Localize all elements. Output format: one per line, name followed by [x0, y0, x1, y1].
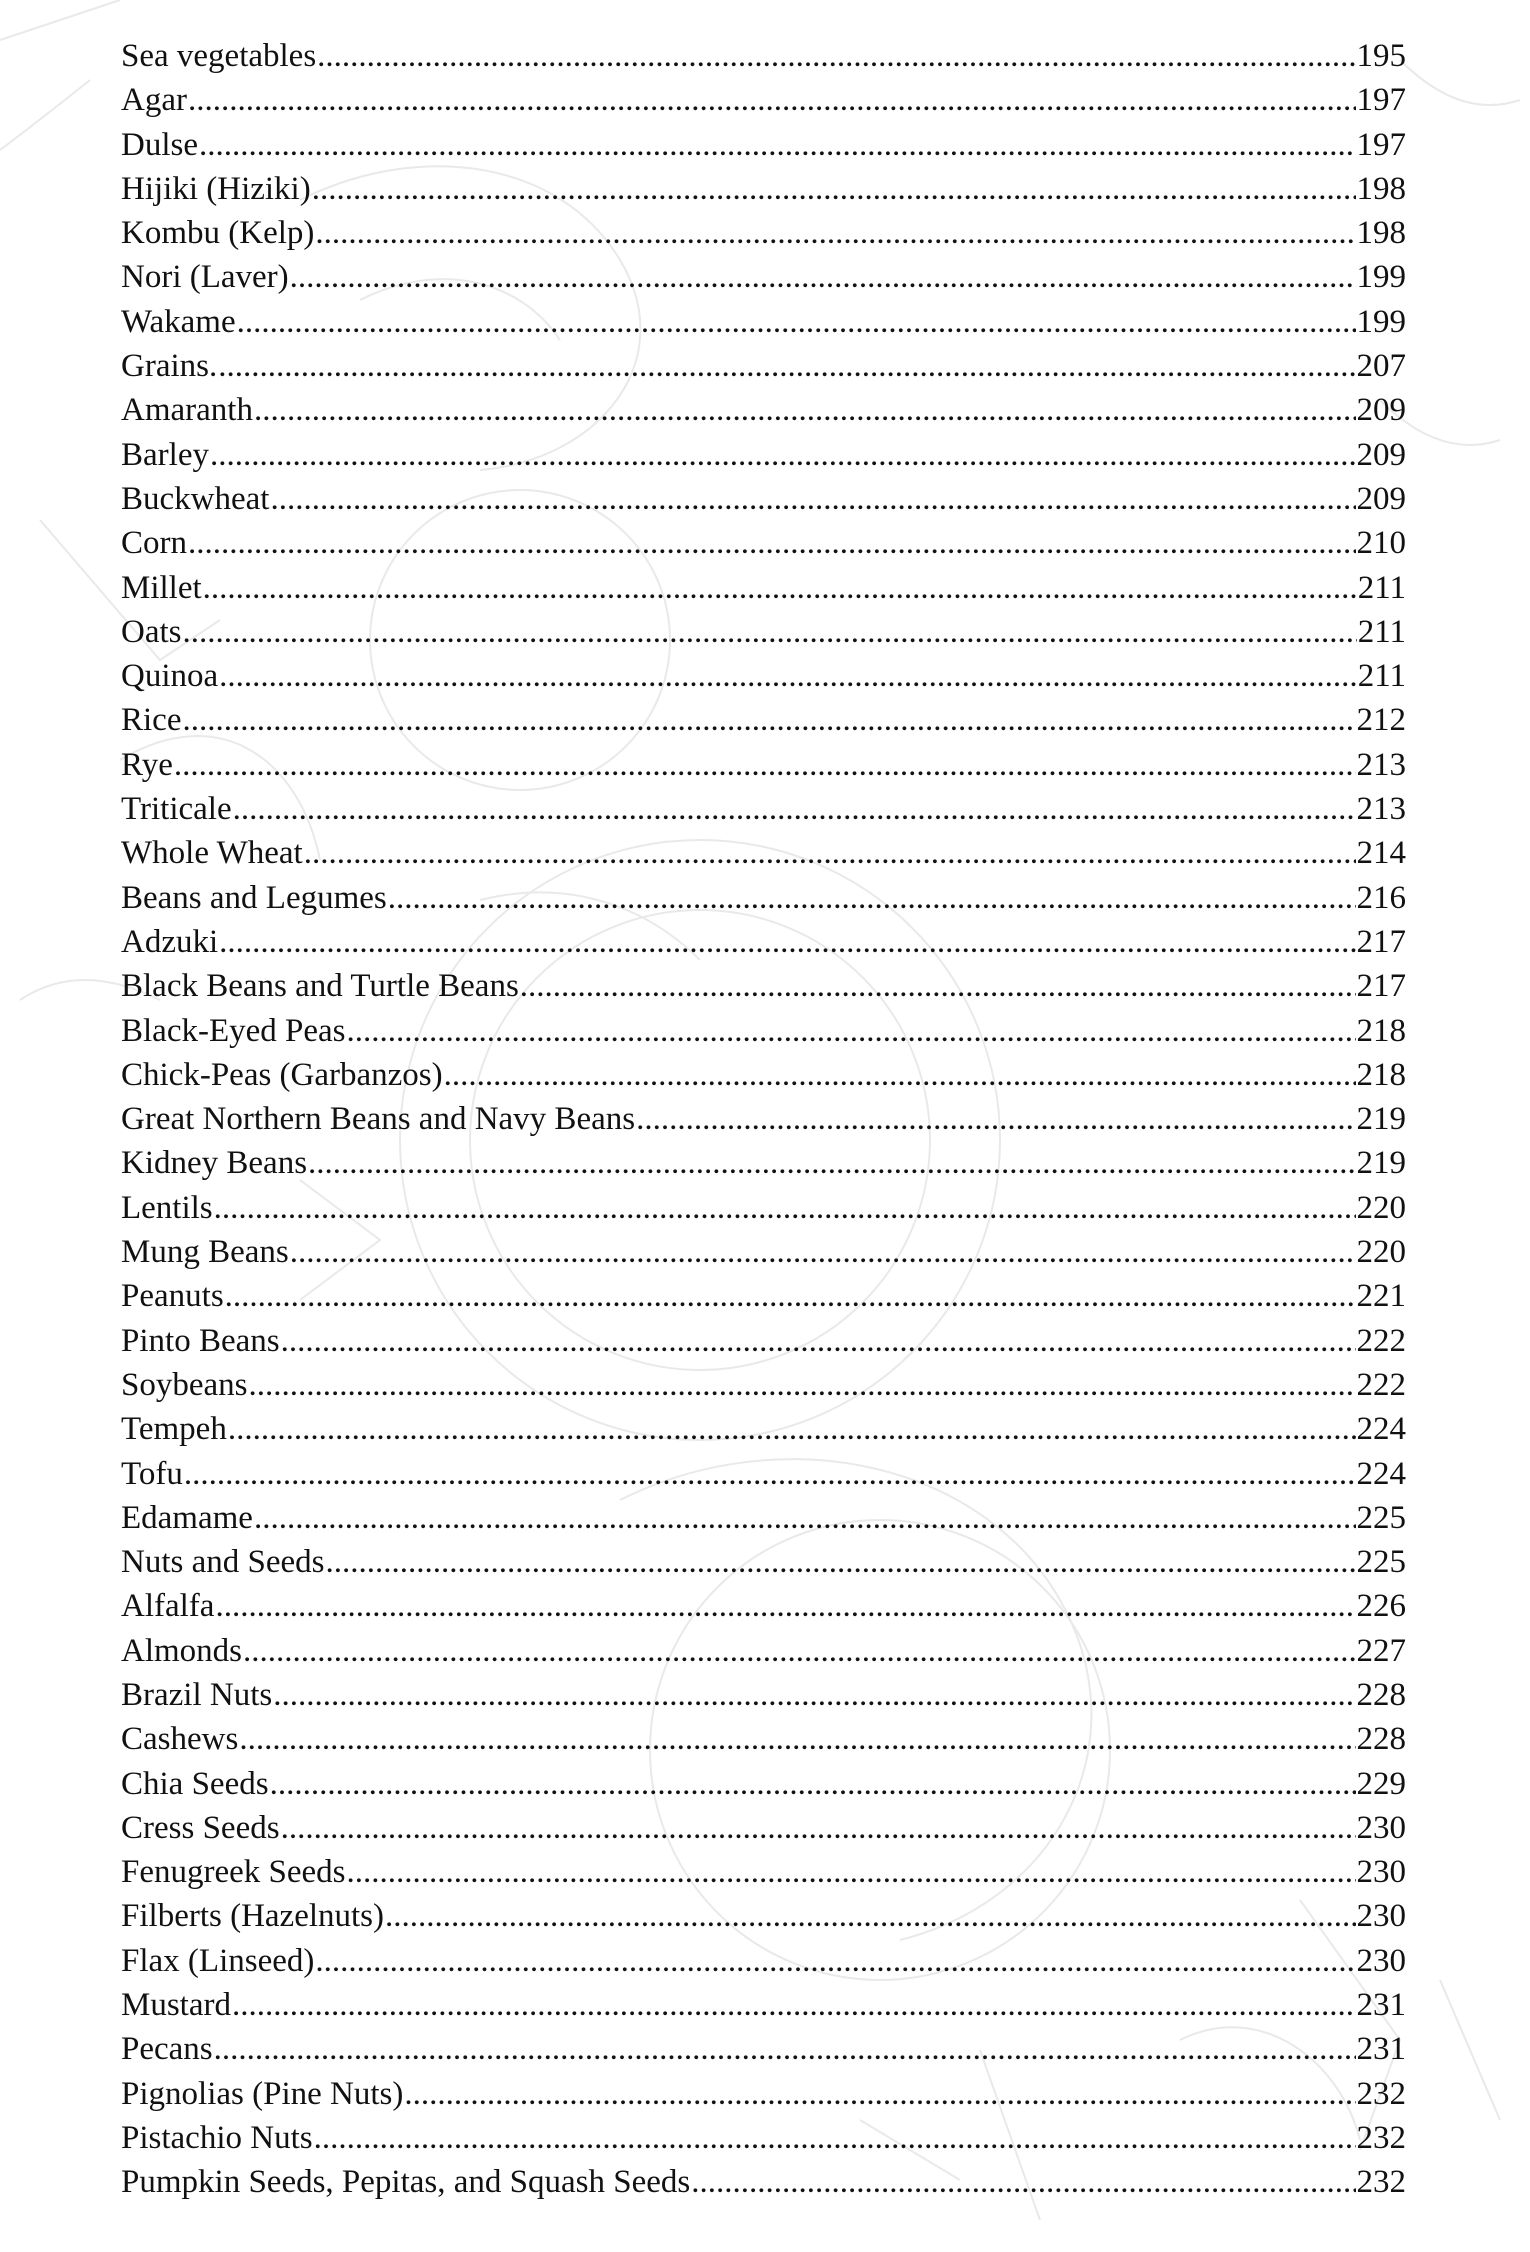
toc-entry-page: 220 [1356, 1189, 1406, 1226]
toc-entry-pistachio-nuts[interactable] [121, 2116, 1406, 2160]
toc-entry-cress-seeds[interactable] [121, 1806, 1406, 1850]
toc-entry-page: 209 [1356, 436, 1406, 473]
toc-entry-page: 229 [1356, 1765, 1406, 1802]
dot-leader [249, 1363, 1356, 1407]
toc-entry-rye[interactable] [121, 743, 1406, 787]
dot-leader [273, 1673, 1355, 1717]
toc-entry-title: Oats [121, 613, 182, 650]
toc-entry-title: Alfalfa [121, 1588, 215, 1625]
dot-leader [304, 831, 1356, 875]
toc-entry-page: 230 [1356, 1898, 1406, 1935]
toc-entry-page: 216 [1356, 879, 1406, 916]
dot-leader [347, 1850, 1356, 1894]
toc-entry-title: Millet [121, 569, 202, 606]
dot-leader [281, 1319, 1356, 1363]
dot-leader [237, 300, 1356, 344]
dot-leader [270, 477, 1355, 521]
toc-entry-page: 227 [1356, 1632, 1406, 1669]
toc-entry-amaranth[interactable] [121, 388, 1406, 432]
toc-entry-title: Hijiki (Hiziki) [121, 170, 311, 207]
dot-leader [188, 521, 1356, 565]
toc-entry-page: 214 [1356, 835, 1406, 872]
dot-leader [317, 34, 1355, 78]
dot-leader [174, 743, 1356, 787]
dot-leader [184, 1452, 1356, 1496]
toc-entry-filberts[interactable] [121, 1894, 1406, 1938]
toc-entry-page: 195 [1356, 38, 1406, 74]
toc-entry-page: 230 [1356, 1809, 1406, 1846]
toc-entry-almonds[interactable] [121, 1629, 1406, 1673]
toc-entry-page: 224 [1356, 1411, 1406, 1448]
toc-entry-page: 220 [1356, 1234, 1406, 1271]
dot-leader [691, 2160, 1355, 2204]
toc-entry-title: Grains. [121, 348, 218, 385]
toc-entry-page: 199 [1356, 303, 1406, 340]
dot-leader [254, 1496, 1356, 1540]
toc-entry-title: Pinto Beans [121, 1322, 280, 1359]
toc-entry-title: Great Northern Beans and Navy Beans [121, 1101, 636, 1138]
toc-entry-title: Almonds [121, 1632, 243, 1669]
toc-entry-hijiki[interactable] [121, 167, 1406, 211]
toc-entry-page: 211 [1357, 658, 1406, 695]
toc-entry-soybeans[interactable] [121, 1363, 1406, 1407]
toc-entry-title: Tofu [121, 1455, 183, 1492]
dot-leader [219, 920, 1355, 964]
toc-entry-millet[interactable] [121, 566, 1406, 610]
dot-leader [290, 1230, 1356, 1274]
toc-entry-page: 211 [1357, 613, 1406, 650]
toc-entry-title: Triticale [121, 791, 232, 828]
toc-entry-title: Black Beans and Turtle Beans [121, 968, 519, 1005]
toc-entry-page: 217 [1356, 923, 1406, 960]
toc-entry-title: Soybeans [121, 1366, 248, 1403]
toc-entry-corn[interactable] [121, 521, 1406, 565]
toc-entry-rice[interactable] [121, 698, 1406, 742]
toc-entry-title: Lentils [121, 1189, 213, 1226]
toc-entry-title: Edamame [121, 1499, 253, 1536]
toc-entry-page: 198 [1356, 215, 1406, 252]
dot-leader [636, 1097, 1355, 1141]
toc-entry-page: 197 [1356, 82, 1406, 119]
dot-leader [347, 1009, 1356, 1053]
dot-leader [225, 1274, 1356, 1318]
toc-entry-kidney-beans[interactable] [121, 1141, 1406, 1185]
toc-entry-title: Pumpkin Seeds, Pepitas, and Squash Seeds [121, 2164, 691, 2201]
toc-entry-pumpkin-seeds[interactable] [121, 2160, 1406, 2204]
dot-leader [270, 1762, 1356, 1806]
toc-entry-title: Dulse [121, 126, 198, 163]
toc-entry-lentils[interactable] [121, 1186, 1406, 1230]
toc-entry-page: 224 [1356, 1455, 1406, 1492]
dot-leader [210, 433, 1356, 477]
toc-entry-adzuki[interactable] [121, 920, 1406, 964]
toc-entry-page: 232 [1356, 2164, 1406, 2201]
dot-leader [308, 1141, 1355, 1185]
dot-leader [239, 1717, 1355, 1761]
toc-entry-page: 228 [1356, 1721, 1406, 1758]
toc-entry-title: Flax (Linseed) [121, 1942, 315, 1979]
toc-entry-page: 228 [1356, 1676, 1406, 1713]
toc-entry-title: Kidney Beans [121, 1145, 308, 1182]
toc-entry-page: 232 [1356, 2119, 1406, 2156]
toc-entry-title: Filberts (Hazelnuts) [121, 1898, 385, 1935]
dot-leader [182, 698, 1355, 742]
toc-entry-mung-beans[interactable] [121, 1230, 1406, 1274]
toc-entry-title: Beans and Legumes [121, 879, 387, 916]
toc-entry-title: Pignolias (Pine Nuts) [121, 2075, 404, 2112]
toc-entry-chia-seeds[interactable] [121, 1762, 1406, 1806]
dot-leader [218, 344, 1355, 388]
toc-entry-black-eyed-peas[interactable] [121, 1009, 1406, 1053]
toc-entry-title: Amaranth [121, 392, 253, 429]
dot-leader [214, 2027, 1356, 2071]
toc-entry-title: Pecans [121, 2031, 213, 2068]
toc-entry-title: Black-Eyed Peas [121, 1012, 346, 1049]
toc-entry-beans-and-legumes[interactable] [121, 876, 1406, 920]
toc-entry-page: 225 [1356, 1499, 1406, 1536]
dot-leader [203, 566, 1357, 610]
toc-entry-page: 225 [1356, 1544, 1406, 1581]
toc-entry-page: 198 [1356, 170, 1406, 207]
toc-entry-wakame[interactable] [121, 300, 1406, 344]
toc-entry-grains[interactable] [121, 344, 1406, 388]
toc-entry-nori[interactable] [121, 255, 1406, 299]
dot-leader [315, 211, 1355, 255]
toc-entry-tempeh[interactable] [121, 1407, 1406, 1451]
toc-entry-fenugreek-seeds[interactable] [121, 1850, 1406, 1894]
dot-leader [281, 1806, 1356, 1850]
dot-leader [228, 1407, 1356, 1451]
dot-leader [325, 1540, 1355, 1584]
dot-leader [315, 1939, 1355, 1983]
toc-entry-page: 213 [1356, 746, 1406, 783]
dot-leader [243, 1629, 1355, 1673]
toc-entry-page: 221 [1356, 1278, 1406, 1315]
toc-entry-page: 230 [1356, 1854, 1406, 1891]
toc-entry-edamame[interactable] [121, 1496, 1406, 1540]
toc-entry-page: 218 [1356, 1056, 1406, 1093]
toc-entry-title: Buckwheat [121, 480, 270, 517]
toc-entry-pinto-beans[interactable] [121, 1319, 1406, 1363]
toc-entry-title: Rice [121, 702, 182, 739]
toc-entry-page: 209 [1356, 480, 1406, 517]
toc-entry-title: Cress Seeds [121, 1809, 280, 1846]
toc-entry-title: Chia Seeds [121, 1765, 269, 1802]
toc-entry-pignolias[interactable] [121, 2072, 1406, 2116]
toc-entry-page: 219 [1356, 1145, 1406, 1182]
toc-entry-title: Fenugreek Seeds [121, 1854, 346, 1891]
toc-entry-title: Whole Wheat [121, 835, 303, 872]
toc-entry-title: Nori (Laver) [121, 259, 289, 296]
dot-leader [233, 787, 1356, 831]
toc-entry-title: Cashews [121, 1721, 239, 1758]
toc-entry-title: Adzuki [121, 923, 219, 960]
dot-leader [219, 654, 1357, 698]
toc-entry-page: 230 [1356, 1942, 1406, 1979]
dot-leader [520, 964, 1356, 1008]
toc-entry-page: 213 [1356, 791, 1406, 828]
toc-entry-buckwheat[interactable] [121, 477, 1406, 521]
toc-entry-chick-peas[interactable] [121, 1053, 1406, 1097]
toc-entry-sea-vegetables[interactable] [121, 34, 1406, 78]
toc-entry-tofu[interactable] [121, 1452, 1406, 1496]
toc-entry-nuts-and-seeds[interactable] [121, 1540, 1406, 1584]
toc-entry-page: 222 [1356, 1322, 1406, 1359]
toc-entry-pecans[interactable] [121, 2027, 1406, 2071]
toc-entry-triticale[interactable] [121, 787, 1406, 831]
toc-entry-title: Brazil Nuts [121, 1676, 273, 1713]
toc-entry-page: 219 [1356, 1101, 1406, 1138]
dot-leader [199, 123, 1356, 167]
toc-entry-page: 231 [1356, 2031, 1406, 2068]
toc-entry-page: 217 [1356, 968, 1406, 1005]
toc-entry-title: Corn [121, 525, 187, 562]
dot-leader [232, 1983, 1356, 2027]
toc-entry-mustard[interactable] [121, 1983, 1406, 2027]
toc-entry-quinoa[interactable] [121, 654, 1406, 698]
toc-entry-alfalfa[interactable] [121, 1584, 1406, 1628]
toc-entry-oats[interactable] [121, 610, 1406, 654]
toc-entry-whole-wheat[interactable] [121, 831, 1406, 875]
dot-leader [183, 610, 1357, 654]
toc-entry-page: 209 [1356, 392, 1406, 429]
dot-leader [290, 255, 1356, 299]
toc-entry-agar[interactable] [121, 78, 1406, 122]
dot-leader [214, 1186, 1356, 1230]
toc-entry-barley[interactable] [121, 433, 1406, 477]
toc-entry-title: Sea vegetables [121, 38, 317, 74]
toc-entry-title: Peanuts [121, 1278, 224, 1315]
toc-entry-page: 207 [1356, 348, 1406, 385]
toc-entry-page: 211 [1357, 569, 1406, 606]
dot-leader [312, 167, 1356, 211]
toc-entry-brazil-nuts[interactable] [121, 1673, 1406, 1717]
toc-entry-page: 212 [1356, 702, 1406, 739]
dot-leader [254, 388, 1356, 432]
toc-entry-page: 231 [1356, 1987, 1406, 2024]
toc-entry-page: 218 [1356, 1012, 1406, 1049]
toc-entry-page: 226 [1356, 1588, 1406, 1625]
table-of-contents [121, 34, 1406, 2205]
toc-entry-cashews[interactable] [121, 1717, 1406, 1761]
toc-entry-flax[interactable] [121, 1939, 1406, 1983]
dot-leader [188, 78, 1356, 122]
dot-leader [404, 2072, 1355, 2116]
toc-entry-title: Pistachio Nuts [121, 2119, 313, 2156]
toc-entry-dulse[interactable] [121, 123, 1406, 167]
toc-entry-title: Mustard [121, 1987, 231, 2024]
toc-entry-kombu[interactable] [121, 211, 1406, 255]
toc-entry-page: 222 [1356, 1366, 1406, 1403]
toc-entry-black-beans[interactable] [121, 964, 1406, 1008]
toc-entry-title: Chick-Peas (Garbanzos) [121, 1056, 443, 1093]
toc-entry-page: 197 [1356, 126, 1406, 163]
toc-entry-title: Barley [121, 436, 209, 473]
dot-leader [388, 876, 1356, 920]
dot-leader [444, 1053, 1356, 1097]
toc-entry-title: Tempeh [121, 1411, 227, 1448]
toc-entry-page: 210 [1356, 525, 1406, 562]
dot-leader [314, 2116, 1356, 2160]
toc-entry-great-northern-beans[interactable] [121, 1097, 1406, 1141]
toc-entry-title: Agar [121, 82, 187, 119]
toc-entry-title: Kombu (Kelp) [121, 215, 315, 252]
dot-leader [215, 1584, 1355, 1628]
dot-leader [385, 1894, 1355, 1938]
toc-entry-peanuts[interactable] [121, 1274, 1406, 1318]
toc-entry-title: Quinoa [121, 658, 219, 695]
toc-entry-page: 232 [1356, 2075, 1406, 2112]
toc-entry-title: Wakame [121, 303, 236, 340]
toc-entry-page: 199 [1356, 259, 1406, 296]
toc-entry-title: Rye [121, 746, 173, 783]
toc-entry-title: Nuts and Seeds [121, 1544, 325, 1581]
toc-entry-title: Mung Beans [121, 1234, 289, 1271]
